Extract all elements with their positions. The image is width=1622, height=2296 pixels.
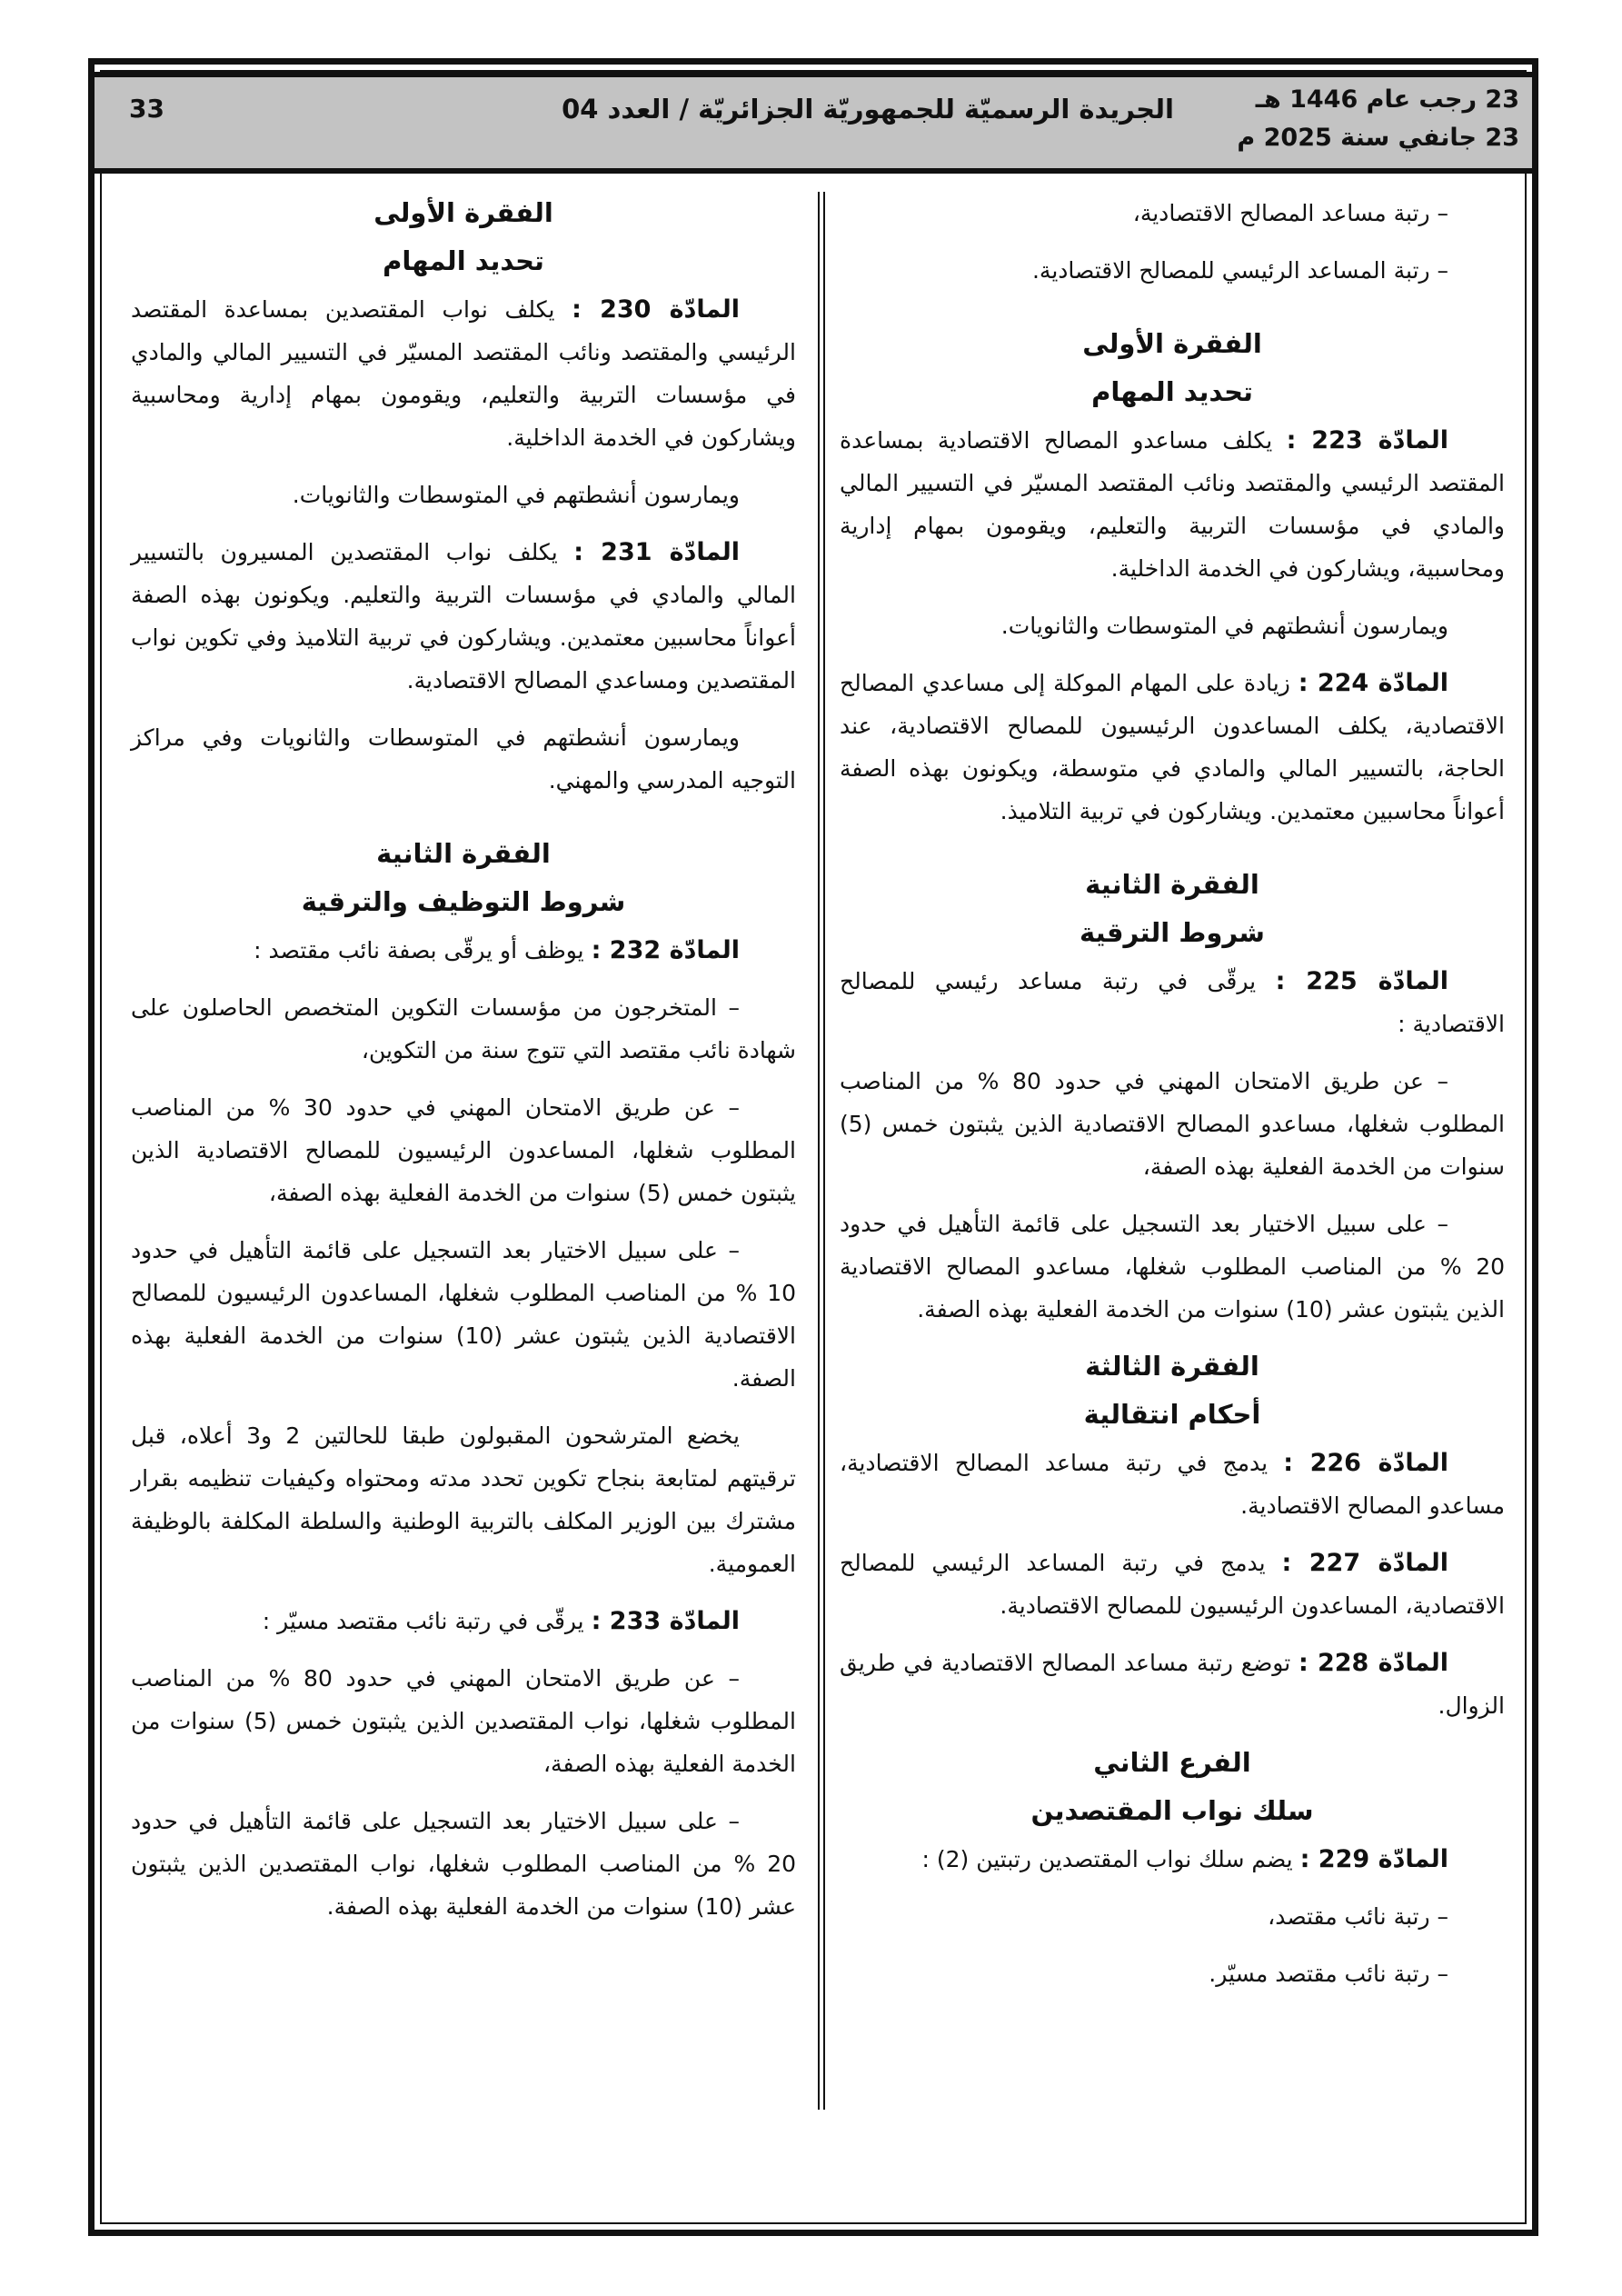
article-paragraph [840, 1838, 1505, 1881]
article-label: المادّة 232 : [591, 936, 740, 964]
body-paragraph: ويمارسون أنشطتهم في المتوسطات والثانويات. [292, 482, 740, 508]
section-heading: سلك نواب المقتصدين [1030, 1795, 1314, 1826]
left-column [131, 192, 796, 1942]
article-paragraph [840, 419, 1505, 590]
right-column [840, 192, 1505, 2010]
list-item: – رتبة المساعد الرئيسي للمصالح الاقتصادية. [1031, 257, 1448, 284]
section-heading: الفقرة الثالثة [1085, 1351, 1259, 1382]
article-paragraph [131, 288, 796, 459]
article-text: يدمج في رتبة المساعد الرئيسي للمصالح الاقتصادية، المساعدون الرئيسيون للمصالح الاقتصادية. [840, 1550, 1505, 1619]
article-text: يرقّى في رتبة مساعد رئيسي للمصالح الاقتصادية : [840, 968, 1505, 1037]
body-paragraph: يخضع المترشحون المقبولون طبقا للحالتين 2 و3 أعلاه، قبل ترقيتهم لمتابعة بنجاح تكوين تحدد مدته ومحتواه وكيفيات تنظيمه بقرار مشترك بين الوزير المكلف بالتربية الوطنية والسلطة المكلفة بالوظيفة العمومية. [131, 1423, 796, 1577]
article-paragraph [131, 531, 796, 702]
article-text: يكلف نواب المقتصدين المسيرون بالتسيير المالي والمادي في مؤسسات التربية والتعليم. ويكونون بهذه الصفة أعواناً محاسبين معتمدين. ويشاركون في تربية التلاميذ وفي تكوين نواب المقتصدين ومساعدي المصالح الاقتصادية. [131, 539, 796, 694]
list-item: – على سبيل الاختيار بعد التسجيل على قائمة التأهيل في حدود 20 % من المناصب المطلوب شغلها، نواب المقتصدين الذين يثبتون عشر (10) سنوات من الخدمة الفعلية بهذه الصفة. [131, 1808, 796, 1920]
article-label: المادّة 223 : [1286, 426, 1448, 454]
column-divider [818, 192, 825, 2110]
body-paragraph: ويمارسون أنشطتهم في المتوسطات والثانويات وفي مراكز التوجيه المدرسي والمهني. [131, 724, 796, 794]
section-heading: الفقرة الثانية [1085, 869, 1259, 900]
section-heading: أحكام انتقالية [1083, 1399, 1261, 1430]
article-paragraph [840, 1642, 1505, 1727]
page-number: 33 [129, 94, 164, 124]
gazette-title: الجريدة الرسميّة للجمهوريّة الجزائريّة / العدد 04 [562, 94, 1174, 125]
article-paragraph [131, 1600, 796, 1642]
section-heading: تحديد المهام [1091, 376, 1253, 407]
list-item: – عن طريق الامتحان المهني في حدود 80 % من المناصب المطلوب شغلها، نواب المقتصدين الذين يثبتون خمس (5) سنوات من الخدمة الفعلية بهذه الصفة، [131, 1665, 796, 1777]
article-label: المادّة 228 : [1298, 1649, 1449, 1677]
list-item: – على سبيل الاختيار بعد التسجيل على قائمة التأهيل في حدود 10 % من المناصب المطلوب شغلها، المساعدون الرئيسيون للمصالح الاقتصادية الذين يثبتون عشر (10) سنوات من الخدمة الفعلية بهذه الصفة. [131, 1237, 796, 1392]
section-heading: تحديد المهام [383, 245, 544, 276]
article-label: المادّة 230 : [572, 295, 741, 324]
article-paragraph [131, 929, 796, 972]
article-label: المادّة 233 : [591, 1607, 740, 1635]
list-item: – رتبة نائب مقتصد مسيّر. [1209, 1961, 1448, 1987]
gazette-header [95, 72, 1532, 174]
article-text: يرقّى في رتبة نائب مقتصد مسيّر : [262, 1608, 592, 1634]
article-label: المادّة 229 : [1299, 1845, 1448, 1873]
list-item: – عن طريق الامتحان المهني في حدود 30 % من المناصب المطلوب شغلها، المساعدون الرئيسيون للمصالح الاقتصادية الذين يثبتون خمس (5) سنوات من الخدمة الفعلية بهذه الصفة، [131, 1094, 796, 1206]
article-text: يكلف مساعدو المصالح الاقتصادية بمساعدة المقتصد الرئيسي والمقتصد ونائب المقتصد المسيّر في التسيير المالي والمادي في مؤسسات التربية والتعليم، ويقومون بمهام إدارية ومحاسبية، ويشاركون في الخدمة الداخلية. [840, 427, 1505, 582]
gregorian-date: 23 جانفي سنة 2025 م [1237, 124, 1519, 152]
hijri-date: 23 رجب عام 1446 هـ [1255, 85, 1519, 114]
article-text: يدمج في رتبة مساعد المصالح الاقتصادية، مساعدو المصالح الاقتصادية. [840, 1450, 1505, 1519]
article-label: المادّة 226 : [1283, 1449, 1448, 1477]
list-item: – رتبة مساعد المصالح الاقتصادية، [1132, 200, 1448, 226]
article-label: المادّة 224 : [1298, 669, 1449, 697]
article-text: يضم سلك نواب المقتصدين رتبتين (2) : [921, 1846, 1300, 1872]
article-label: المادّة 225 : [1275, 967, 1449, 995]
list-item: – على سبيل الاختيار بعد التسجيل على قائمة التأهيل في حدود 20 % من المناصب المطلوب شغلها، مساعدو المصالح الاقتصادية الذين يثبتون عشر (10) سنوات من الخدمة الفعلية بهذه الصفة. [840, 1211, 1505, 1323]
page-frame [88, 58, 1538, 2236]
body-paragraph: ويمارسون أنشطتهم في المتوسطات والثانويات. [1000, 613, 1448, 639]
list-item: – عن طريق الامتحان المهني في حدود 80 % من المناصب المطلوب شغلها، مساعدو المصالح الاقتصادية الذين يثبتون خمس (5) سنوات من الخدمة الفعلية بهذه الصفة، [840, 1068, 1505, 1180]
article-paragraph [840, 960, 1505, 1045]
section-heading: شروط التوظيف والترقية [301, 886, 626, 917]
article-paragraph [840, 1542, 1505, 1627]
section-heading: شروط الترقية [1080, 917, 1265, 948]
article-paragraph [840, 662, 1505, 833]
section-heading: الفقرة الأولى [1082, 328, 1262, 359]
list-item: – رتبة نائب مقتصد، [1268, 1903, 1448, 1930]
article-paragraph [840, 1442, 1505, 1527]
section-heading: الفقرة الأولى [373, 197, 553, 228]
article-text: زيادة على المهام الموكلة إلى مساعدي المصالح الاقتصادية، يكلف المساعدون الرئيسيون للمصالح الاقتصادية، عند الحاجة، بالتسيير المالي والمادي في متوسطة، ويكونون بهذه الصفة أعواناً محاسبين معتمدين. ويشاركون في تربية التلاميذ. [840, 670, 1505, 824]
article-text: يكلف نواب المقتصدين بمساعدة المقتصد الرئيسي والمقتصد ونائب المقتصد المسيّر في التسيير المالي والمادي في مؤسسات التربية والتعليم، ويقومون بمهام إدارية ومحاسبية ويشاركون في الخدمة الداخلية. [131, 296, 796, 451]
section-heading: الفقرة الثانية [376, 838, 551, 869]
section-heading: الفرع الثاني [1093, 1747, 1251, 1778]
article-text: يوظف أو يرقّى بصفة نائب مقتصد : [254, 937, 592, 963]
article-text: توضع رتبة مساعد المصالح الاقتصادية في طريق الزوال. [840, 1650, 1505, 1719]
article-label: المادّة 227 : [1281, 1549, 1448, 1577]
list-item: – المتخرجون من مؤسسات التكوين المتخصص الحاصلون على شهادة نائب مقتصد التي تتوج سنة من التكوين، [131, 994, 796, 1063]
article-label: المادّة 231 : [573, 538, 741, 566]
